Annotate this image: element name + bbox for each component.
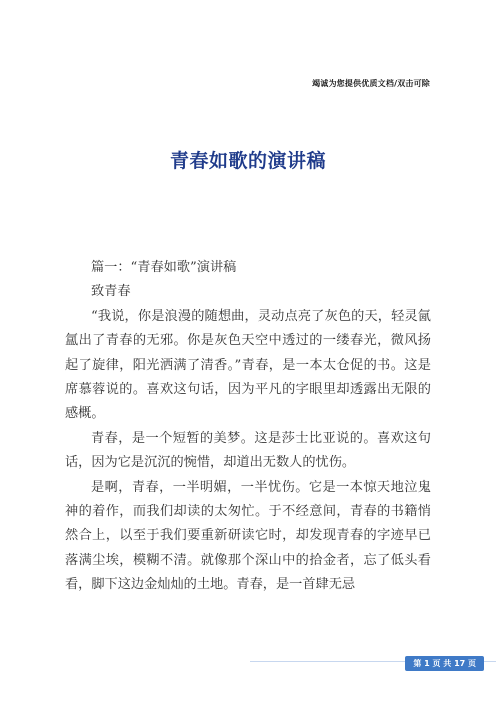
document-title: 青春如歌的演讲稿 (169, 150, 326, 172)
document-body (65, 256, 431, 598)
paragraph: 是啊，青春，一半明媚，一半忧伤。它是一本惊天地泣鬼神的着作，而我们却读的太匆忙。于不经意间，青春的书籍悄然合上，以至于我们要重新研读它时，却发现青春的字迹早已落满尘埃，模糊不清。就像那个深山中的拾金者，忘了低头看看，脚下这边金灿灿的土地。青春，是一首肆无忌 (65, 479, 431, 593)
page-number-badge: 第 1 页 共 17 页 (405, 656, 484, 671)
paragraph: 青春，是一个短暂的美梦。这是莎士比亚说的。喜欢这句话，因为它是沉沉的惋惜，却道出无数人的忧伤。 (65, 430, 431, 471)
paragraph: 篇一：“青春如歌”演讲稿 (91, 260, 237, 275)
paragraph: 致青春 (91, 284, 131, 300)
paragraph: “我说，你是浪漫的随想曲，灵动点亮了灰色的天，轻灵氤氲出了青春的无邪。你是灰色天空中透过的一缕春光，微风扬起了旋律，阳光洒满了清香。”青春，是一本太仓促的书。这是席慕蓉说的。喜欢这句话，因为平凡的字眼里却透露出无限的感概。 (65, 308, 431, 422)
page-footer (0, 650, 496, 672)
header-note: 竭诚为您提供优质文档/双击可除 (312, 79, 430, 88)
